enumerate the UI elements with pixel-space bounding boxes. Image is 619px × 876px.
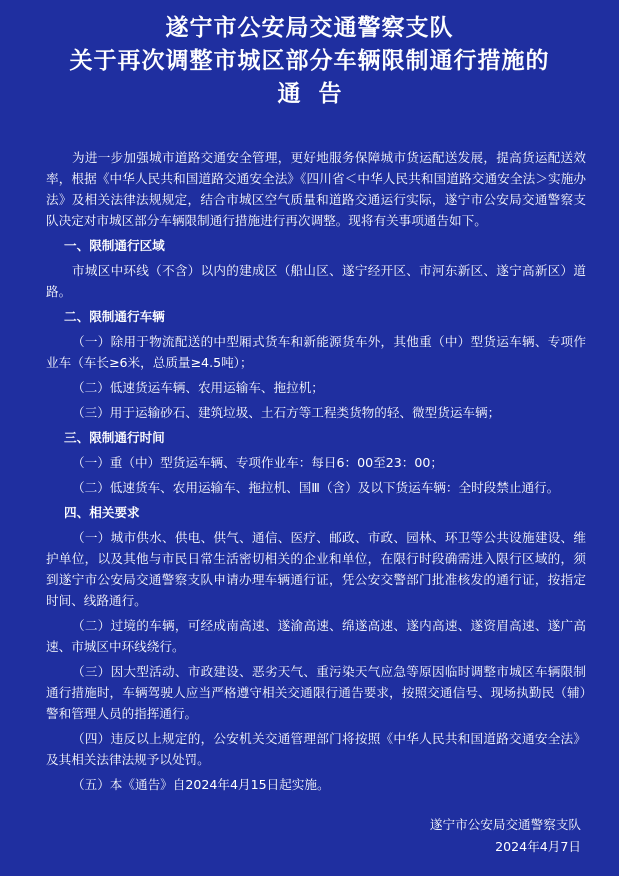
section-item: （一）除用于物流配送的中型厢式货车和新能源货车外，其他重（中）型货运车辆、专项作业车（车长≥6米，总质量≥4.5吨）； xyxy=(46,334,586,370)
section-item: （二）低速货车、农用运输车、拖拉机、国Ⅲ（含）及以下货运车辆：全时段禁止通行。 xyxy=(72,480,560,495)
title-line-2: 关于再次调整市城区部分车辆限制通行措施的 xyxy=(69,48,550,74)
title-line-3: 通告 xyxy=(277,81,360,107)
section-heading-area: 一、限制通行区域 xyxy=(64,238,165,253)
notice-body xyxy=(46,147,586,799)
section-item: （五）本《通告》自2024年4月15日起实施。 xyxy=(72,777,330,792)
section-heading-time: 三、限制通行时间 xyxy=(64,430,165,445)
section-item: （三）因大型活动、市政建设、恶劣天气、重污染天气应急等原因临时调整市城区车辆限制通行措施时，车辆驾驶人应当严格遵守相关交通限行通告要求，按照交通信号、现场执勤民（辅）警和管理人员的指挥通行。 xyxy=(46,664,586,721)
section-item: （一）重（中）型货运车辆、专项作业车：每日6：00至23：00； xyxy=(72,455,443,470)
section-heading-vehicles: 二、限制通行车辆 xyxy=(64,309,165,324)
title-line-1: 遂宁市公安局交通警察支队 xyxy=(165,15,454,41)
notice-header xyxy=(0,12,619,111)
section-heading-requirements: 四、相关要求 xyxy=(64,505,140,520)
intro-paragraph: 为进一步加强城市道路交通安全管理，更好地服务保障城市货运配送发展，提高货运配送效率，根据《中华人民共和国道路交通安全法》《四川省＜中华人民共和国道路交通安全法＞实施办法》及相关法律法规规定，结合市城区空气质量和道路交通运行实际，遂宁市公安局交通警察支队决定对市城区部分车辆限制通行措施进行再次调整。现将有关事项通告如下。 xyxy=(46,150,586,228)
section-item: 市城区中环线（不含）以内的建成区（船山区、遂宁经开区、市河东新区、遂宁高新区）道路。 xyxy=(46,263,586,299)
section-item: （二）低速货运车辆、农用运输车、拖拉机； xyxy=(72,380,324,395)
section-item: （四）违反以上规定的，公安机关交通管理部门将按照《中华人民共和国道路交通安全法》及其相关法律法规予以处罚。 xyxy=(46,731,586,767)
section-item: （二）过境的车辆，可经成南高速、遂渝高速、绵遂高速、遂内高速、遂资眉高速、遂广高速、市城区中环线绕行。 xyxy=(46,618,586,654)
section-item: （一）城市供水、供电、供气、通信、医疗、邮政、市政、园林、环卫等公共设施建设、维护单位，以及其他与市民日常生活密切相关的企业和单位，在限行时段确需进入限行区域的，须到遂宁市公安局交通警察支队申请办理车辆通行证，凭公安交警部门批准核发的通行证，按指定时间、线路通行。 xyxy=(46,530,586,608)
signature-date: 2024年4月7日 xyxy=(495,839,581,854)
section-item: （三）用于运输砂石、建筑垃圾、土石方等工程类货物的轻、微型货运车辆； xyxy=(72,405,501,420)
signature-block xyxy=(430,814,581,858)
signature-org: 遂宁市公安局交通警察支队 xyxy=(429,817,581,832)
